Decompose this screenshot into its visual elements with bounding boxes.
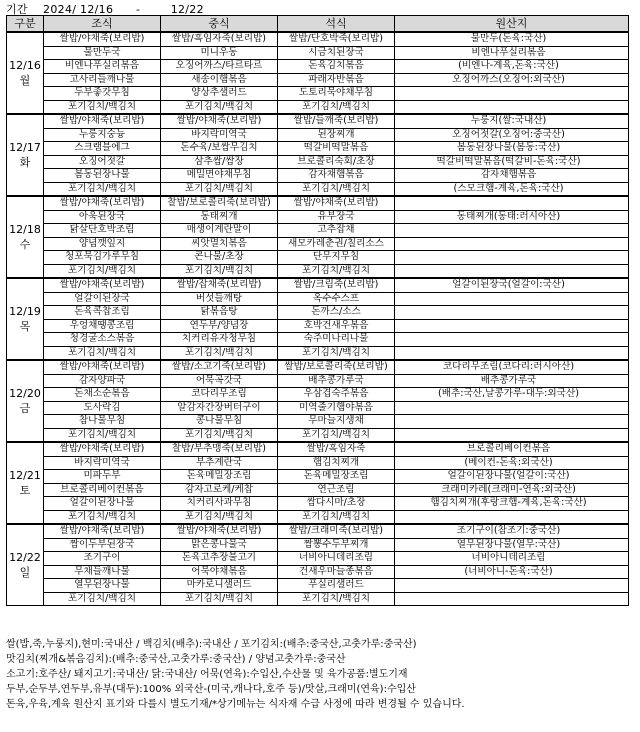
- menu-row: [7, 483, 629, 497]
- breakfast-item: 오징어젓갈: [44, 155, 161, 169]
- origin-cell: [395, 251, 629, 265]
- dinner-item: 고추잡채: [278, 224, 395, 238]
- day-cell: [7, 360, 44, 442]
- note-line: 맛김치(찌개&볶음김치):(배추:중국산,고춧가루:중국산) / 양념고춧가루:중국산: [6, 654, 346, 665]
- menu-row: [7, 224, 629, 238]
- menu-row: [7, 470, 629, 484]
- day-weekday: 금: [19, 402, 31, 415]
- lunch-item: 포기김치/백김치: [161, 346, 278, 360]
- origin-cell: (스모크햄-계육,돈육:국산): [395, 182, 629, 196]
- day-cell: [7, 114, 44, 196]
- origin-cell: 열무된장나물(열무:국산): [395, 538, 629, 552]
- menu-row: [7, 210, 629, 224]
- dinner-item: 호박건새우볶음: [278, 319, 395, 333]
- breakfast-item: 누룽지숭늉: [44, 128, 161, 142]
- lunch-item: 부추계란국: [161, 456, 278, 470]
- header-origin: 원산지: [395, 16, 629, 33]
- dinner-item: 도토리묵야채무침: [278, 87, 395, 101]
- origin-cell: 크래미카레(크래미-연육:외국산): [395, 483, 629, 497]
- origin-cell: [395, 224, 629, 238]
- breakfast-item: 두부좋갓무침: [44, 87, 161, 101]
- day-weekday: 토: [19, 484, 31, 497]
- lunch-item: 동태찌개: [161, 210, 278, 224]
- breakfast-item: 무채들깨나물: [44, 565, 161, 579]
- lunch-item: 버섯들깨탕: [161, 292, 278, 306]
- dinner-item: 유부장국: [278, 210, 395, 224]
- origin-cell: 동태찌개(동태:러시아산): [395, 210, 629, 224]
- lunch-item: 알감자간장버터구이: [161, 401, 278, 415]
- period-end: 12/22: [170, 3, 204, 16]
- dinner-item: 짬뽕수두부찌개: [278, 538, 395, 552]
- menu-row: [7, 142, 629, 156]
- origin-cell: [395, 196, 629, 210]
- origin-cell: 브로콜리베이컨볶음: [395, 442, 629, 456]
- origin-cell: [395, 319, 629, 333]
- breakfast-item: 쌀밥/야채죽(보리밥): [44, 360, 161, 374]
- lunch-item: 돈육메밀장조림: [161, 470, 278, 484]
- origin-cell: [395, 292, 629, 306]
- origin-cell: (배추:국산,날콩가루-대두:외국산): [395, 388, 629, 402]
- day-cell: [7, 196, 44, 278]
- breakfast-item: 쌀밥/야채죽(보리밥): [44, 196, 161, 210]
- menu-row: [7, 100, 629, 114]
- lunch-item: 치커리사과무침: [161, 497, 278, 511]
- menu-row: [7, 442, 629, 456]
- day-cell: [7, 278, 44, 360]
- breakfast-item: 포기김치/백김치: [44, 592, 161, 606]
- dinner-item: 된장찌개: [278, 128, 395, 142]
- lunch-item: 포기김치/백김치: [161, 428, 278, 442]
- origin-cell: [395, 264, 629, 278]
- origin-cell: 배추콩가루국: [395, 374, 629, 388]
- day-weekday: 목: [19, 320, 31, 333]
- origin-cell: [395, 401, 629, 415]
- origin-cell: 비엔나푸실리볶음: [395, 46, 629, 60]
- breakfast-item: 얼갈이된장나물: [44, 497, 161, 511]
- dinner-item: 돈육김치볶음: [278, 60, 395, 74]
- breakfast-item: 포기김치/백김치: [44, 182, 161, 196]
- lunch-item: 감자고로케/케찹: [161, 483, 278, 497]
- period-label: 기간: [6, 3, 28, 16]
- lunch-item: 씨앗멸치볶음: [161, 237, 278, 251]
- menu-row: [7, 278, 629, 292]
- origin-cell: (너비아니-돈육:국산): [395, 565, 629, 579]
- day-weekday: 월: [19, 74, 31, 87]
- dinner-item: 파래자반볶음: [278, 73, 395, 87]
- menu-row: [7, 155, 629, 169]
- menu-body: [7, 32, 629, 606]
- breakfast-item: 돈채소순볶음: [44, 388, 161, 402]
- origin-cell: 감자채햄볶음: [395, 169, 629, 183]
- note-line: 두부,순두부,연두부,유부(대두):100% 외국산-(미국,캐나다,호주 등)/맛살,크래미(연육):수입산: [6, 684, 416, 695]
- menu-row: [7, 333, 629, 347]
- day-weekday: 수: [19, 238, 31, 251]
- dinner-item: 포기김치/백김치: [278, 346, 395, 360]
- note-line: 돈육,우육,계육 원산지 표기와 다를시 별도기재/*상기메뉴는 식자재 수급 사정에 따라 변경될 수 있습니다.: [6, 699, 465, 710]
- breakfast-item: 도사락김: [44, 401, 161, 415]
- day-cell: [7, 442, 44, 524]
- dinner-item: 너비아니데리조림: [278, 552, 395, 566]
- breakfast-item: 닭살단호박조림: [44, 224, 161, 238]
- day-weekday: 화: [19, 156, 31, 169]
- breakfast-item: 고사리들깨나물: [44, 73, 161, 87]
- breakfast-item: 포기김치/백김치: [44, 510, 161, 524]
- origin-cell: (비엔나-계육,돈육:국산): [395, 60, 629, 74]
- menu-row: [7, 32, 629, 46]
- header-division: 구분: [7, 16, 44, 33]
- dinner-item: 쌀밥/단호박죽(보리밥): [278, 32, 395, 46]
- header-breakfast: 조식: [44, 16, 161, 33]
- lunch-item: 미니우동: [161, 46, 278, 60]
- origin-cell: [395, 346, 629, 360]
- dinner-item: 떡갈비떡말볶음: [278, 142, 395, 156]
- lunch-item: 포기김치/백김치: [161, 510, 278, 524]
- breakfast-item: 포기김치/백김치: [44, 264, 161, 278]
- breakfast-item: 봄동된장나물: [44, 169, 161, 183]
- lunch-item: 치커리유자청무침: [161, 333, 278, 347]
- lunch-item: 매생이계란말이: [161, 224, 278, 238]
- lunch-item: 오징어까스/타르타르: [161, 60, 278, 74]
- dinner-item: 우삼겹숙주볶음: [278, 388, 395, 402]
- day-date: 12/17: [9, 141, 41, 154]
- lunch-item: 양상추샐러드: [161, 87, 278, 101]
- lunch-item: 쌀밥/야채죽(보리밥): [161, 114, 278, 128]
- dinner-item: 건새우마늘종볶음: [278, 565, 395, 579]
- menu-row: [7, 510, 629, 524]
- lunch-item: 포기김치/백김치: [161, 100, 278, 114]
- origin-cell: (베이컨-돈육:외국산): [395, 456, 629, 470]
- menu-row: [7, 388, 629, 402]
- origin-cell: [395, 415, 629, 429]
- day-date: 12/18: [9, 223, 41, 236]
- dinner-item: 푸실리샐러드: [278, 579, 395, 593]
- origin-cell: [395, 428, 629, 442]
- lunch-item: 쌀밥/야채죽(보리밥): [161, 524, 278, 538]
- menu-row: [7, 196, 629, 210]
- menu-row: [7, 552, 629, 566]
- origin-cell: [395, 100, 629, 114]
- breakfast-item: 돈육콕찹조림: [44, 306, 161, 320]
- origin-cell: 얼갈이된장나물(얼갈이:국산): [395, 470, 629, 484]
- breakfast-item: 열무된장나물: [44, 579, 161, 593]
- breakfast-item: 포기김치/백김치: [44, 100, 161, 114]
- breakfast-item: 미파두부: [44, 470, 161, 484]
- breakfast-item: 포기김치/백김치: [44, 428, 161, 442]
- lunch-item: 마카로니샐러드: [161, 579, 278, 593]
- menu-row: [7, 456, 629, 470]
- breakfast-item: 바지락미역국: [44, 456, 161, 470]
- lunch-item: 쌀밥/잡채죽(보리밥): [161, 278, 278, 292]
- lunch-item: 돈수육/보쌈무김치: [161, 142, 278, 156]
- origin-cell: [395, 592, 629, 606]
- menu-row: [7, 428, 629, 442]
- origin-cell: [395, 87, 629, 101]
- dinner-item: 쌀밥/크림죽(보리밥): [278, 278, 395, 292]
- note-line: 쌀(밥,죽,누룽지),현미:국내산 / 백김치(배추):국내산 / 포기김치:(배추:중국산,고춧가루:중국산): [6, 639, 417, 650]
- menu-row: [7, 497, 629, 511]
- breakfast-item: 스크램블에그: [44, 142, 161, 156]
- origin-cell: 떡갈비떡말볶음(떡갈비-돈육:국산): [395, 155, 629, 169]
- lunch-item: 메밀면야채무침: [161, 169, 278, 183]
- dinner-item: 쌀밥/들깨죽(보리밥): [278, 114, 395, 128]
- lunch-item: 어묵곡갓국: [161, 374, 278, 388]
- header-row: [7, 16, 629, 33]
- dinner-item: 포기김치/백김치: [278, 182, 395, 196]
- note-line: 소고기:호주산/ 돼지고기:국내산/ 닭:국내산/ 어묵(연육):수입산,수산물 및 육가공품:별도기재: [6, 669, 408, 680]
- breakfast-item: 포기김치/백김치: [44, 346, 161, 360]
- dinner-item: 포기김치/백김치: [278, 428, 395, 442]
- menu-row: [7, 237, 629, 251]
- lunch-item: 찰밥/보로콜리죽(보리밥): [161, 196, 278, 210]
- breakfast-item: 짬이두부된장국: [44, 538, 161, 552]
- lunch-item: 바지락미역국: [161, 128, 278, 142]
- menu-row: [7, 401, 629, 415]
- dinner-item: 감자채햄볶음: [278, 169, 395, 183]
- day-date: 12/16: [9, 59, 41, 72]
- dinner-item: 시금치된장국: [278, 46, 395, 60]
- breakfast-item: 비엔나푸실리볶음: [44, 60, 161, 74]
- menu-row: [7, 415, 629, 429]
- dinner-item: 포기김치/백김치: [278, 510, 395, 524]
- dinner-item: 브로콜리숙회/초장: [278, 155, 395, 169]
- day-weekday: 일: [19, 566, 31, 579]
- breakfast-item: 쌀밥/야채죽(보리밥): [44, 524, 161, 538]
- lunch-item: 쌀밥/소고기죽(보리밥): [161, 360, 278, 374]
- breakfast-item: 브로콜리베이컨볶음: [44, 483, 161, 497]
- origin-cell: [395, 510, 629, 524]
- breakfast-item: 쌀밥/야채죽(보리밥): [44, 442, 161, 456]
- lunch-item: 맑은콩나물국: [161, 538, 278, 552]
- breakfast-item: 청포묵김가루무침: [44, 251, 161, 265]
- origin-cell: [395, 333, 629, 347]
- lunch-item: 어묵야채볶음: [161, 565, 278, 579]
- dinner-item: 무마늘지생채: [278, 415, 395, 429]
- weekly-menu-table: [6, 15, 629, 606]
- menu-row: [7, 592, 629, 606]
- origin-notes: [6, 637, 634, 712]
- day-date: 12/21: [9, 469, 41, 482]
- menu-row: [7, 565, 629, 579]
- menu-row: [7, 346, 629, 360]
- menu-row: [7, 524, 629, 538]
- lunch-item: 쌀밥/흑임자죽(보리밥): [161, 32, 278, 46]
- breakfast-item: 아욱된장국: [44, 210, 161, 224]
- dinner-item: 쌀밥/보로콜리죽(보리밥): [278, 360, 395, 374]
- menu-row: [7, 73, 629, 87]
- dinner-item: 옥수수스프: [278, 292, 395, 306]
- dinner-item: 돈까스/소스: [278, 306, 395, 320]
- origin-cell: 조기구이(참조기:중국산): [395, 524, 629, 538]
- menu-row: [7, 538, 629, 552]
- lunch-item: 포기김치/백김치: [161, 592, 278, 606]
- dinner-item: 숙주미나리나물: [278, 333, 395, 347]
- lunch-item: 포기김치/백김치: [161, 264, 278, 278]
- menu-row: [7, 579, 629, 593]
- dinner-item: 쌀밥/크래미죽(보리밥): [278, 524, 395, 538]
- lunch-item: 새송이햄볶음: [161, 73, 278, 87]
- breakfast-item: 조기구이: [44, 552, 161, 566]
- dinner-item: 쌀밥/야채죽(보리밥): [278, 196, 395, 210]
- menu-row: [7, 292, 629, 306]
- header-lunch: 중식: [161, 16, 278, 33]
- menu-row: [7, 374, 629, 388]
- menu-row: [7, 46, 629, 60]
- origin-cell: 누룽지(쌀:국내산): [395, 114, 629, 128]
- dinner-item: 쌀밥/흑임자죽: [278, 442, 395, 456]
- dinner-item: 쌈다시마/초장: [278, 497, 395, 511]
- menu-row: [7, 182, 629, 196]
- day-cell: [7, 524, 44, 606]
- lunch-item: 돈육고추장불고기: [161, 552, 278, 566]
- origin-cell: 얼갈이된장국(얼갈이:국산): [395, 278, 629, 292]
- menu-row: [7, 360, 629, 374]
- day-date: 12/22: [9, 551, 41, 564]
- menu-row: [7, 319, 629, 333]
- header-dinner: 석식: [278, 16, 395, 33]
- origin-cell: 햄김치찌개(후랑크햄-계육,돈육:국산): [395, 497, 629, 511]
- origin-cell: 봄동된장나물(봄동:국산): [395, 142, 629, 156]
- breakfast-item: 쌀밥/야채죽(보리밥): [44, 32, 161, 46]
- breakfast-item: 참나물무침: [44, 415, 161, 429]
- menu-row: [7, 264, 629, 278]
- dinner-item: 포기김치/백김치: [278, 264, 395, 278]
- breakfast-item: 청경굴소스볶음: [44, 333, 161, 347]
- menu-row: [7, 114, 629, 128]
- period-separator: -: [136, 3, 141, 16]
- day-date: 12/20: [9, 387, 41, 400]
- dinner-item: 포기김치/백김치: [278, 100, 395, 114]
- dinner-item: 돈육메밀장조림: [278, 470, 395, 484]
- dinner-item: 햄김치찌개: [278, 456, 395, 470]
- period-start: 2024/ 12/16: [43, 3, 114, 16]
- breakfast-item: 물만두국: [44, 46, 161, 60]
- breakfast-item: 쌀밥/야채죽(보리밥): [44, 114, 161, 128]
- breakfast-item: 우엉채땡콩조림: [44, 319, 161, 333]
- menu-row: [7, 306, 629, 320]
- day-date: 12/19: [9, 305, 41, 318]
- breakfast-item: 감자양파국: [44, 374, 161, 388]
- origin-cell: [395, 306, 629, 320]
- menu-row: [7, 60, 629, 74]
- menu-row: [7, 169, 629, 183]
- lunch-item: 연두부/양념장: [161, 319, 278, 333]
- lunch-item: 콘나물/초장: [161, 251, 278, 265]
- menu-row: [7, 128, 629, 142]
- origin-cell: 코다리무조림(코다리:러시아산): [395, 360, 629, 374]
- lunch-item: 포기김치/백김치: [161, 182, 278, 196]
- origin-cell: 물만두(돈육:국산): [395, 32, 629, 46]
- dinner-item: 배추콩가루국: [278, 374, 395, 388]
- lunch-item: 닭볶음탕: [161, 306, 278, 320]
- dinner-item: 미역줄기햄야볶음: [278, 401, 395, 415]
- lunch-item: 코다리무조림: [161, 388, 278, 402]
- lunch-item: 삼추쌈/쌈장: [161, 155, 278, 169]
- dinner-item: 연근조림: [278, 483, 395, 497]
- breakfast-item: 쌀밥/야채죽(보리밥): [44, 278, 161, 292]
- origin-cell: 너비아니데리조림: [395, 552, 629, 566]
- dinner-item: 단무지무침: [278, 251, 395, 265]
- origin-cell: [395, 237, 629, 251]
- lunch-item: 콩나물무침: [161, 415, 278, 429]
- origin-cell: 오징어까스(오징어:외국산): [395, 73, 629, 87]
- dinner-item: 포기김치/백김치: [278, 592, 395, 606]
- lunch-item: 찰밥/부추맹죽(보리밥): [161, 442, 278, 456]
- origin-cell: 오징어젓갈(오징어:중국산): [395, 128, 629, 142]
- menu-row: [7, 87, 629, 101]
- origin-cell: [395, 579, 629, 593]
- dinner-item: 새모카레춘권/칠리소스: [278, 237, 395, 251]
- day-cell: [7, 32, 44, 114]
- breakfast-item: 얼갈이된장국: [44, 292, 161, 306]
- breakfast-item: 양념깻잎지: [44, 237, 161, 251]
- menu-row: [7, 251, 629, 265]
